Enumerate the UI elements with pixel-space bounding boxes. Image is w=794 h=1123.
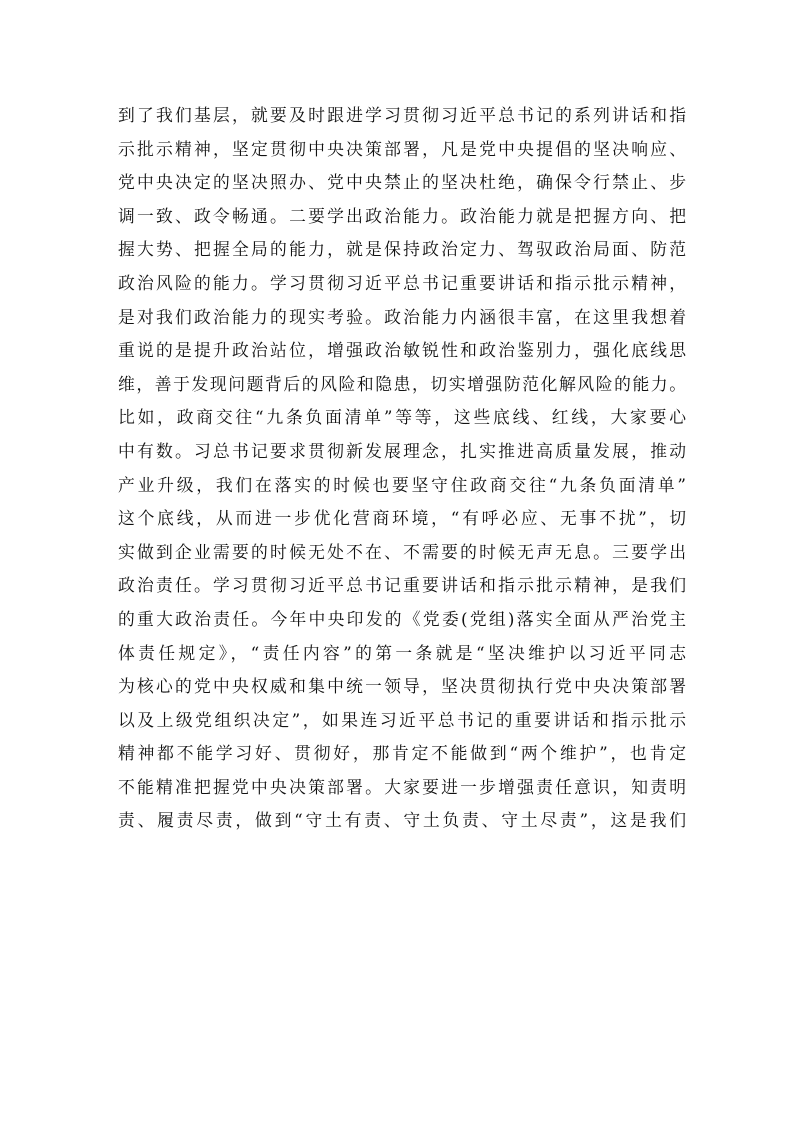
text-line: 比如，政商交往“九条负面清单”等等，这些底线、红线，大家要心 bbox=[118, 407, 686, 428]
text-line: 中有数。习总书记要求贯彻新发展理念，扎实推进高质量发展，推动 bbox=[118, 440, 686, 461]
text-line: 握大势、把握全局的能力，就是保持政治定力、驾驭政治局面、防范 bbox=[118, 239, 686, 260]
text-line: 体责任规定》，“责任内容”的第一条就是“坚决维护以习近平同志 bbox=[118, 642, 686, 663]
text-line: 到了我们基层，就要及时跟进学习贯彻习近平总书记的系列讲话和指 bbox=[118, 105, 686, 125]
text-line: 调一致、政令畅通。二要学出政治能力。政治能力就是把握方向、把 bbox=[118, 205, 686, 226]
text-line: 示批示精神，坚定贯彻中央决策部署，凡是党中央提倡的坚决响应、 bbox=[118, 138, 686, 159]
text-line: 实做到企业需要的时候无处不在、不需要的时候无声无息。三要学出 bbox=[118, 541, 686, 562]
text-line: 政治风险的能力。学习贯彻习近平总书记重要讲话和指示批示精神， bbox=[118, 272, 686, 293]
text-line: 党中央决定的坚决照办、党中央禁止的坚决杜绝，确保令行禁止、步 bbox=[118, 172, 686, 193]
text-line: 产业升级，我们在落实的时候也要坚守住政商交往“九条负面清单” bbox=[118, 474, 686, 495]
text-line: 政治责任。学习贯彻习近平总书记重要讲话和指示批示精神，是我们 bbox=[118, 575, 686, 596]
text-line: 不能精准把握党中央决策部署。大家要进一步增强责任意识，知责明 bbox=[118, 776, 686, 797]
text-line: 精神都不能学习好、贯彻好，那肯定不能做到“两个维护”，也肯定 bbox=[118, 743, 686, 764]
text-line: 这个底线，从而进一步优化营商环境，“有呼必应、无事不扰”，切 bbox=[118, 508, 686, 529]
text-line: 以及上级党组织决定”，如果连习近平总书记的重要讲话和指示批示 bbox=[118, 709, 686, 730]
text-line: 为核心的党中央权威和集中统一领导，坚决贯彻执行党中央决策部署 bbox=[118, 676, 686, 697]
text-line: 责、履责尽责，做到“守土有责、守土负责、守土尽责”，这是我们 bbox=[118, 810, 686, 831]
text-line: 的重大政治责任。今年中央印发的《党委(党组)落实全面从严治党主 bbox=[118, 608, 686, 629]
body-text bbox=[118, 99, 686, 838]
text-line: 是对我们政治能力的现实考验。政治能力内涵很丰富，在这里我想着 bbox=[118, 306, 686, 327]
text-line: 维，善于发现问题背后的风险和隐患，切实增强防范化解风险的能力。 bbox=[118, 373, 686, 394]
text-line: 重说的是提升政治站位，增强政治敏锐性和政治鉴别力，强化底线思 bbox=[118, 340, 686, 361]
